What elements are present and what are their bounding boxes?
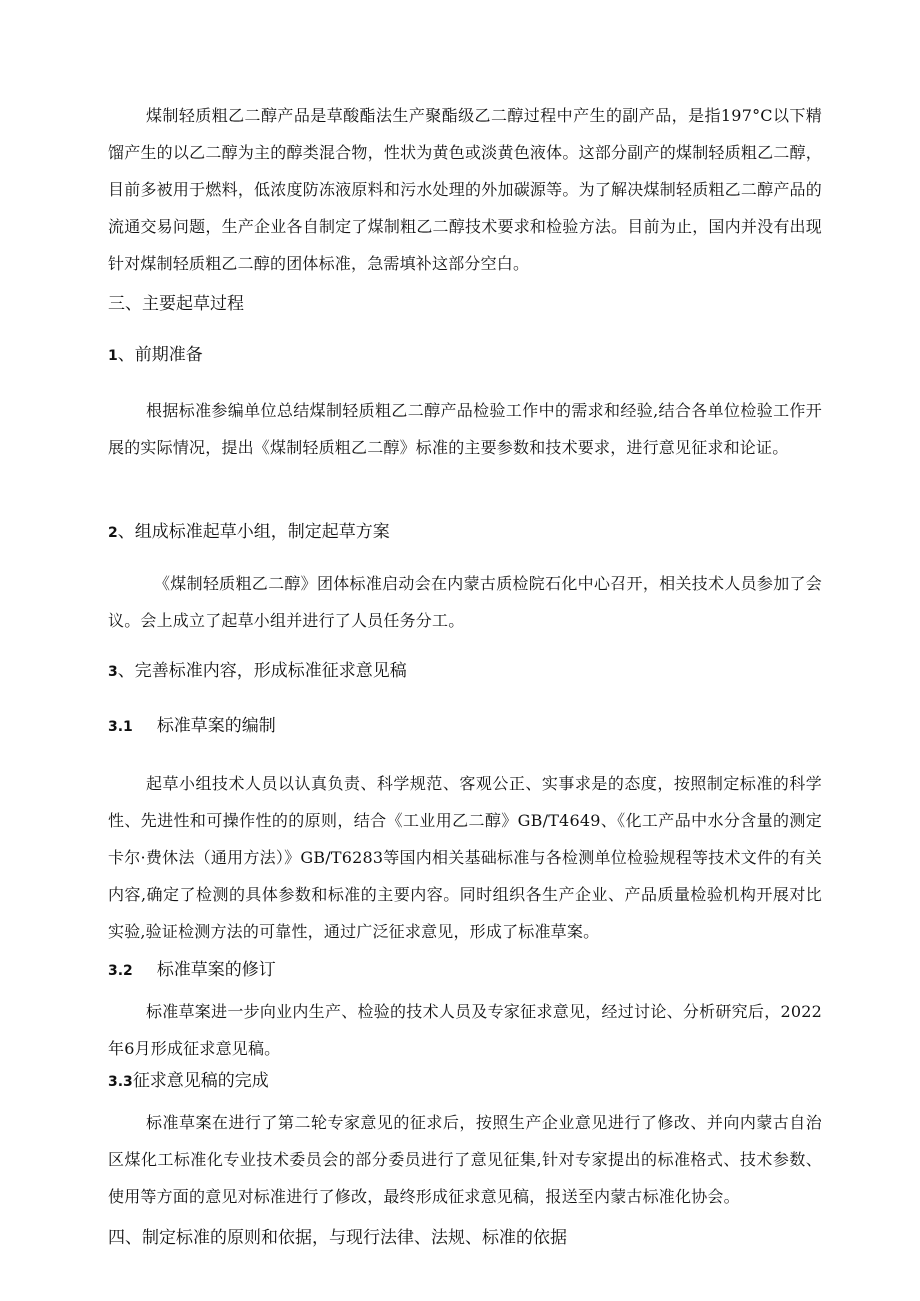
subsection-3-2-title: 标准草案的修订	[156, 960, 276, 980]
section-4-heading: 四、制定标准的原则和依据，与现行法律、法规、标准的依据	[108, 1228, 567, 1248]
subsection-2-number: 2	[108, 525, 118, 541]
subsection-1-number: 1	[108, 348, 118, 364]
subsection-3-1-body: 起草小组技术人员以认真负责、科学规范、客观公正、实事求是的态度，按照制定标准的科学性、先进性和可操作性的的原则，结合《工业用乙二醇》GB/T4649、《化工产品中水分含量的测定卡尔·费休法（通用方法）》GB/T6283等国内相关基础标准与各检测单位检验规程等技术文件的有关内容,确定了检测的具体参数和标准的主要内容。同时组织各生产企业、产品质量检验机构开展对比实验,验证检测方法的可靠性，通过广泛征求意见，形成了标准草案。	[108, 774, 822, 941]
subsection-3-3-title: 征求意见稿的完成	[132, 1071, 269, 1091]
subsection-1-title: 、前期准备	[117, 345, 203, 365]
subsection-3-number: 3	[108, 664, 118, 680]
subsection-1-body: 根据标准参编单位总结煤制轻质粗乙二醇产品检验工作中的需求和经验,结合各单位检验工作开展的实际情况，提出《煤制轻质粗乙二醇》标准的主要参数和技术要求，进行意见征求和论证。	[108, 401, 822, 457]
subsection-3-heading	[108, 658, 407, 685]
subsection-3-2-number: 3.2	[108, 963, 133, 979]
subsection-2-title: 、组成标准起草小组，制定起草方案	[117, 522, 390, 542]
subsection-3-1-heading	[108, 713, 276, 740]
section-3-heading: 三、主要起草过程	[108, 294, 244, 314]
subsection-3-title: 、完善标准内容，形成标准征求意见稿	[117, 661, 407, 681]
intro-paragraph: 煤制轻质粗乙二醇产品是草酸酯法生产聚酯级乙二醇过程中产生的副产品，是指197°C以下精馏产生的以乙二醇为主的醇类混合物，性状为黄色或淡黄色液体。这部分副产的煤制轻质粗乙二醇，目前多被用于燃料，低浓度防冻液原料和污水处理的外加碳源等。为了解决煤制轻质粗乙二醇产品的流通交易问题，生产企业各自制定了煤制粗乙二醇技术要求和检验方法。目前为止，国内并没有出现针对煤制轻质粗乙二醇的团体标准，急需填补这部分空白。	[108, 106, 822, 273]
subsection-3-3-heading	[108, 1068, 269, 1095]
subsection-3-1-number: 3.1	[108, 719, 133, 735]
subsection-3-2-heading	[108, 957, 276, 984]
subsection-3-3-number: 3.3	[108, 1074, 133, 1090]
subsection-2-heading	[108, 519, 390, 546]
subsection-3-1-title: 标准草案的编制	[156, 716, 276, 736]
subsection-3-3-body: 标准草案在进行了第二轮专家意见的征求后，按照生产企业意见进行了修改、并向内蒙古自治区煤化工标准化专业技术委员会的部分委员进行了意见征集,针对专家提出的标准格式、技术参数、使用等方面的意见对标准进行了修改，最终形成征求意见稿，报送至内蒙古标准化协会。	[108, 1113, 822, 1206]
subsection-1-heading	[108, 342, 203, 369]
subsection-2-body: 《煤制轻质粗乙二醇》团体标准启动会在内蒙古质检院石化中心召开，相关技术人员参加了会议。会上成立了起草小组并进行了人员任务分工。	[108, 574, 822, 630]
subsection-3-2-body: 标准草案进一步向业内生产、检验的技术人员及专家征求意见，经过讨论、分析研究后，2022年6月形成征求意见稿。	[108, 1002, 822, 1058]
